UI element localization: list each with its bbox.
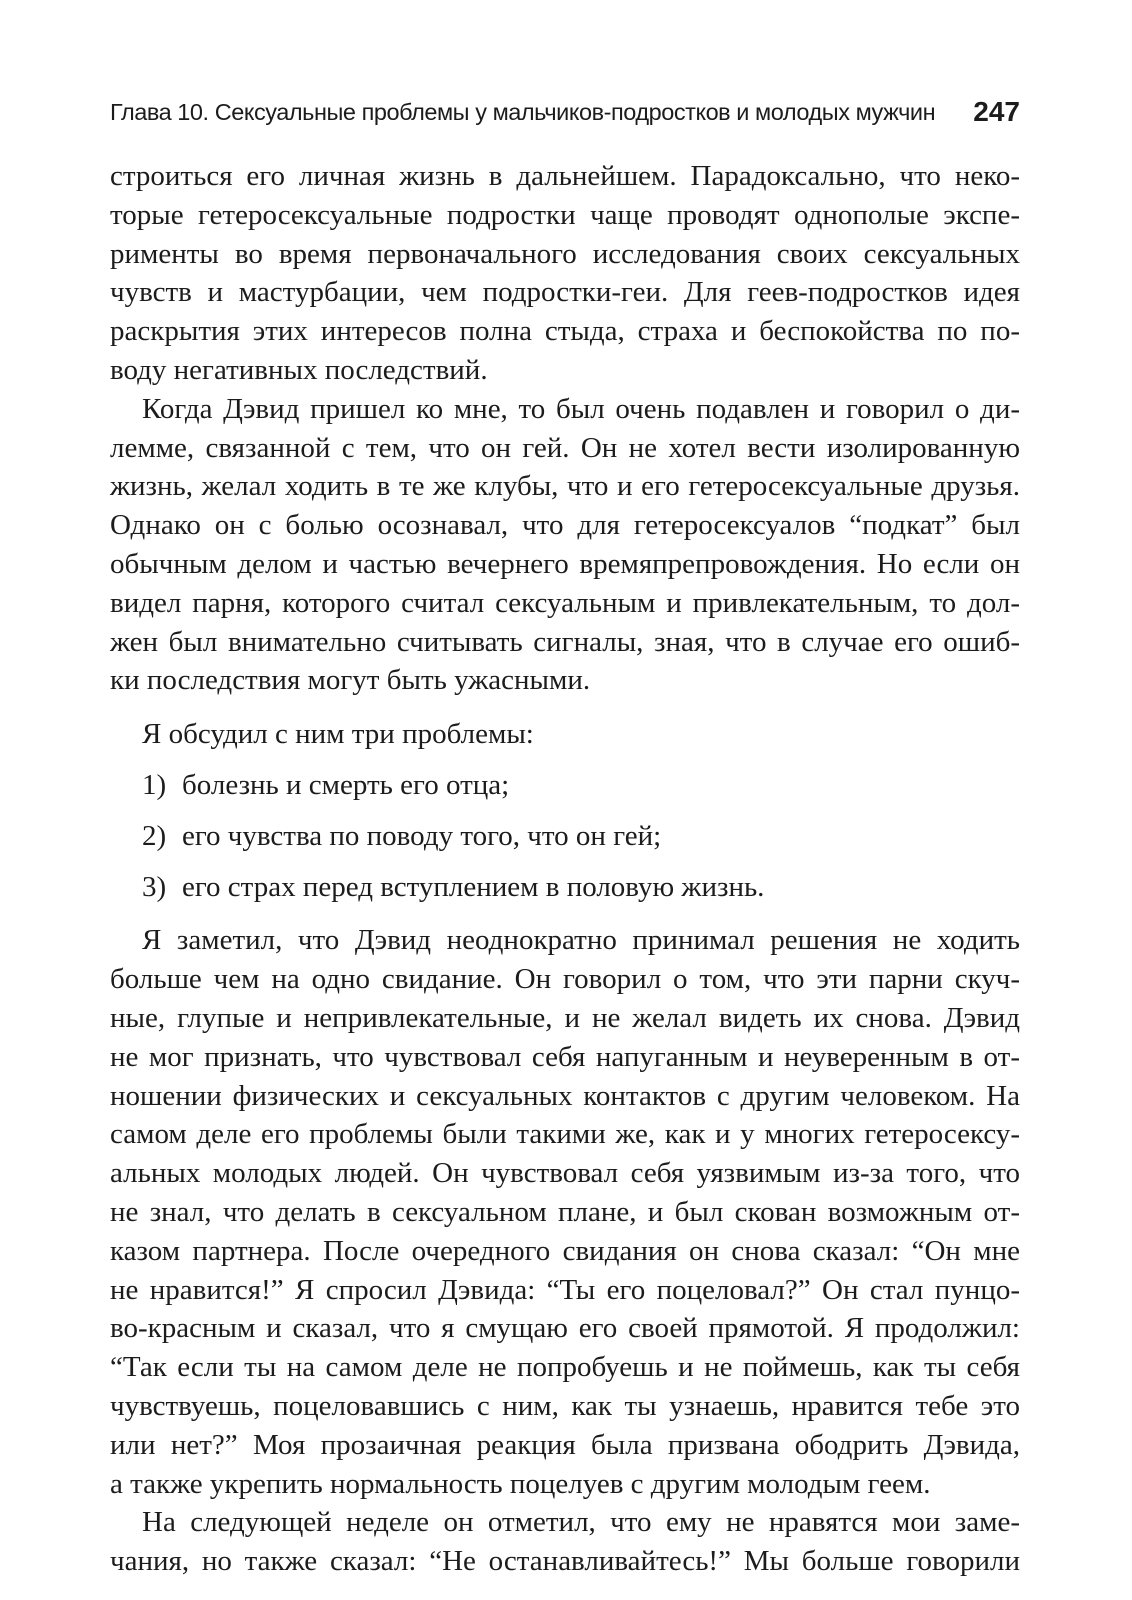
list-text: его страх перед вступлением в половую жизнь. bbox=[182, 870, 765, 903]
list-item bbox=[110, 868, 1020, 907]
text-line: Однако он с болью осознавал, что для гетеросексуалов “подкат” был bbox=[110, 509, 1020, 542]
text-line: Я обсудил с ним три проблемы: bbox=[142, 718, 534, 751]
page-body bbox=[110, 157, 1020, 1581]
text-line: обычным делом и частью вечернего времяпрепровождения. Но если он bbox=[110, 547, 1020, 580]
text-line: чувствуешь, поцеловавшись с ним, как ты узнаешь, нравится тебе это bbox=[110, 1389, 1020, 1422]
list-number: 2) bbox=[142, 819, 167, 852]
text-line: альных молодых людей. Он чувствовал себя уязвимым из-за того, что bbox=[110, 1157, 1020, 1190]
text-line: ношении физических и сексуальных контактов с другим человеком. На bbox=[110, 1079, 1020, 1112]
text-line: а также укрепить нормальность поцелуев с другим молодым геем. bbox=[110, 1467, 931, 1500]
text-line: строиться его личная жизнь в дальнейшем. Парадоксально, что неко- bbox=[110, 160, 1020, 192]
text-line: или нет?” Моя прозаичная реакция была призвана ободрить Дэвида, bbox=[110, 1428, 1020, 1461]
list-number: 3) bbox=[142, 870, 167, 903]
text-line: лемме, связанной с тем, что он гей. Он не хотел вести изолированную bbox=[110, 431, 1020, 464]
text-line: раскрытия этих интересов полна стыда, страха и беспокойства по по- bbox=[110, 315, 1020, 348]
list-text: болезнь и смерть его отца; bbox=[182, 768, 510, 801]
text-line: торые гетеросексуальные подростки чаще проводят однополые экспе- bbox=[110, 198, 1020, 231]
text-line: чувств и мастурбации, чем подростки-геи. Для геев-подростков идея bbox=[110, 276, 1020, 309]
text-line: рименты во время первоначального исследования своих сексуальных bbox=[110, 237, 1020, 270]
paragraph bbox=[110, 715, 1020, 754]
text-line: казом партнера. После очередного свидания он снова сказал: “Он мне bbox=[110, 1234, 1020, 1267]
page-header bbox=[110, 96, 1020, 139]
page-number: 247 bbox=[973, 96, 1020, 127]
running-title: Глава 10. Сексуальные проблемы у мальчиков-подростков и молодых мужчин bbox=[110, 99, 936, 125]
text-line: Я заметил, что Дэвид неоднократно принимал решения не ходить bbox=[142, 924, 1020, 957]
list-text: его чувства по поводу того, что он гей; bbox=[182, 819, 662, 852]
text-line: самом деле его проблемы были такими же, как и у многих гетеросексу- bbox=[110, 1118, 1020, 1151]
text-line: жен был внимательно считывать сигналы, зная, что в случае его ошиб- bbox=[110, 625, 1020, 658]
text-line: “Так если ты на самом деле не попробуешь и не поймешь, как ты себя bbox=[110, 1351, 1020, 1384]
paragraph bbox=[110, 921, 1020, 1503]
text-line: видел парня, которого считал сексуальным и привлекательным, то дол- bbox=[110, 586, 1020, 619]
text-line: не нравится!” Я спросил Дэвида: “Ты его поцеловал?” Он стал пунцо- bbox=[110, 1273, 1020, 1306]
text-line: жизнь, желал ходить в те же клубы, что и его гетеросексуальные друзья. bbox=[110, 470, 1020, 503]
text-line: не знал, что делать в сексуальном плане, и был скован возможным от- bbox=[110, 1195, 1020, 1228]
list-item bbox=[110, 817, 1020, 856]
text-line: во-красным и сказал, что я смущаю его своей прямотой. Я продолжил: bbox=[110, 1312, 1020, 1345]
text-line: ные, глупые и непривлекательные, и не желал видеть их снова. Дэвид bbox=[110, 1001, 1020, 1034]
paragraph bbox=[110, 157, 1020, 390]
text-line: Когда Дэвид пришел ко мне, то был очень подавлен и говорил о ди- bbox=[142, 392, 1020, 425]
text-line: не мог признать, что чувствовал себя напуганным и неуверенным в от- bbox=[110, 1040, 1020, 1073]
text-line: На следующей неделе он отметил, что ему не нравятся мои заме- bbox=[142, 1506, 1020, 1539]
text-line: чания, но также сказал: “Не останавливайтесь!” Мы больше говорили bbox=[110, 1545, 1020, 1578]
paragraph bbox=[110, 390, 1020, 700]
numbered-list bbox=[110, 766, 1020, 906]
paragraph bbox=[110, 1503, 1020, 1581]
list-item bbox=[110, 766, 1020, 805]
text-line: ки последствия могут быть ужасными. bbox=[110, 664, 591, 697]
list-number: 1) bbox=[142, 768, 167, 801]
text-line: больше чем на одно свидание. Он говорил о том, что эти парни скуч- bbox=[110, 963, 1020, 996]
text-line: воду негативных последствий. bbox=[110, 353, 488, 386]
